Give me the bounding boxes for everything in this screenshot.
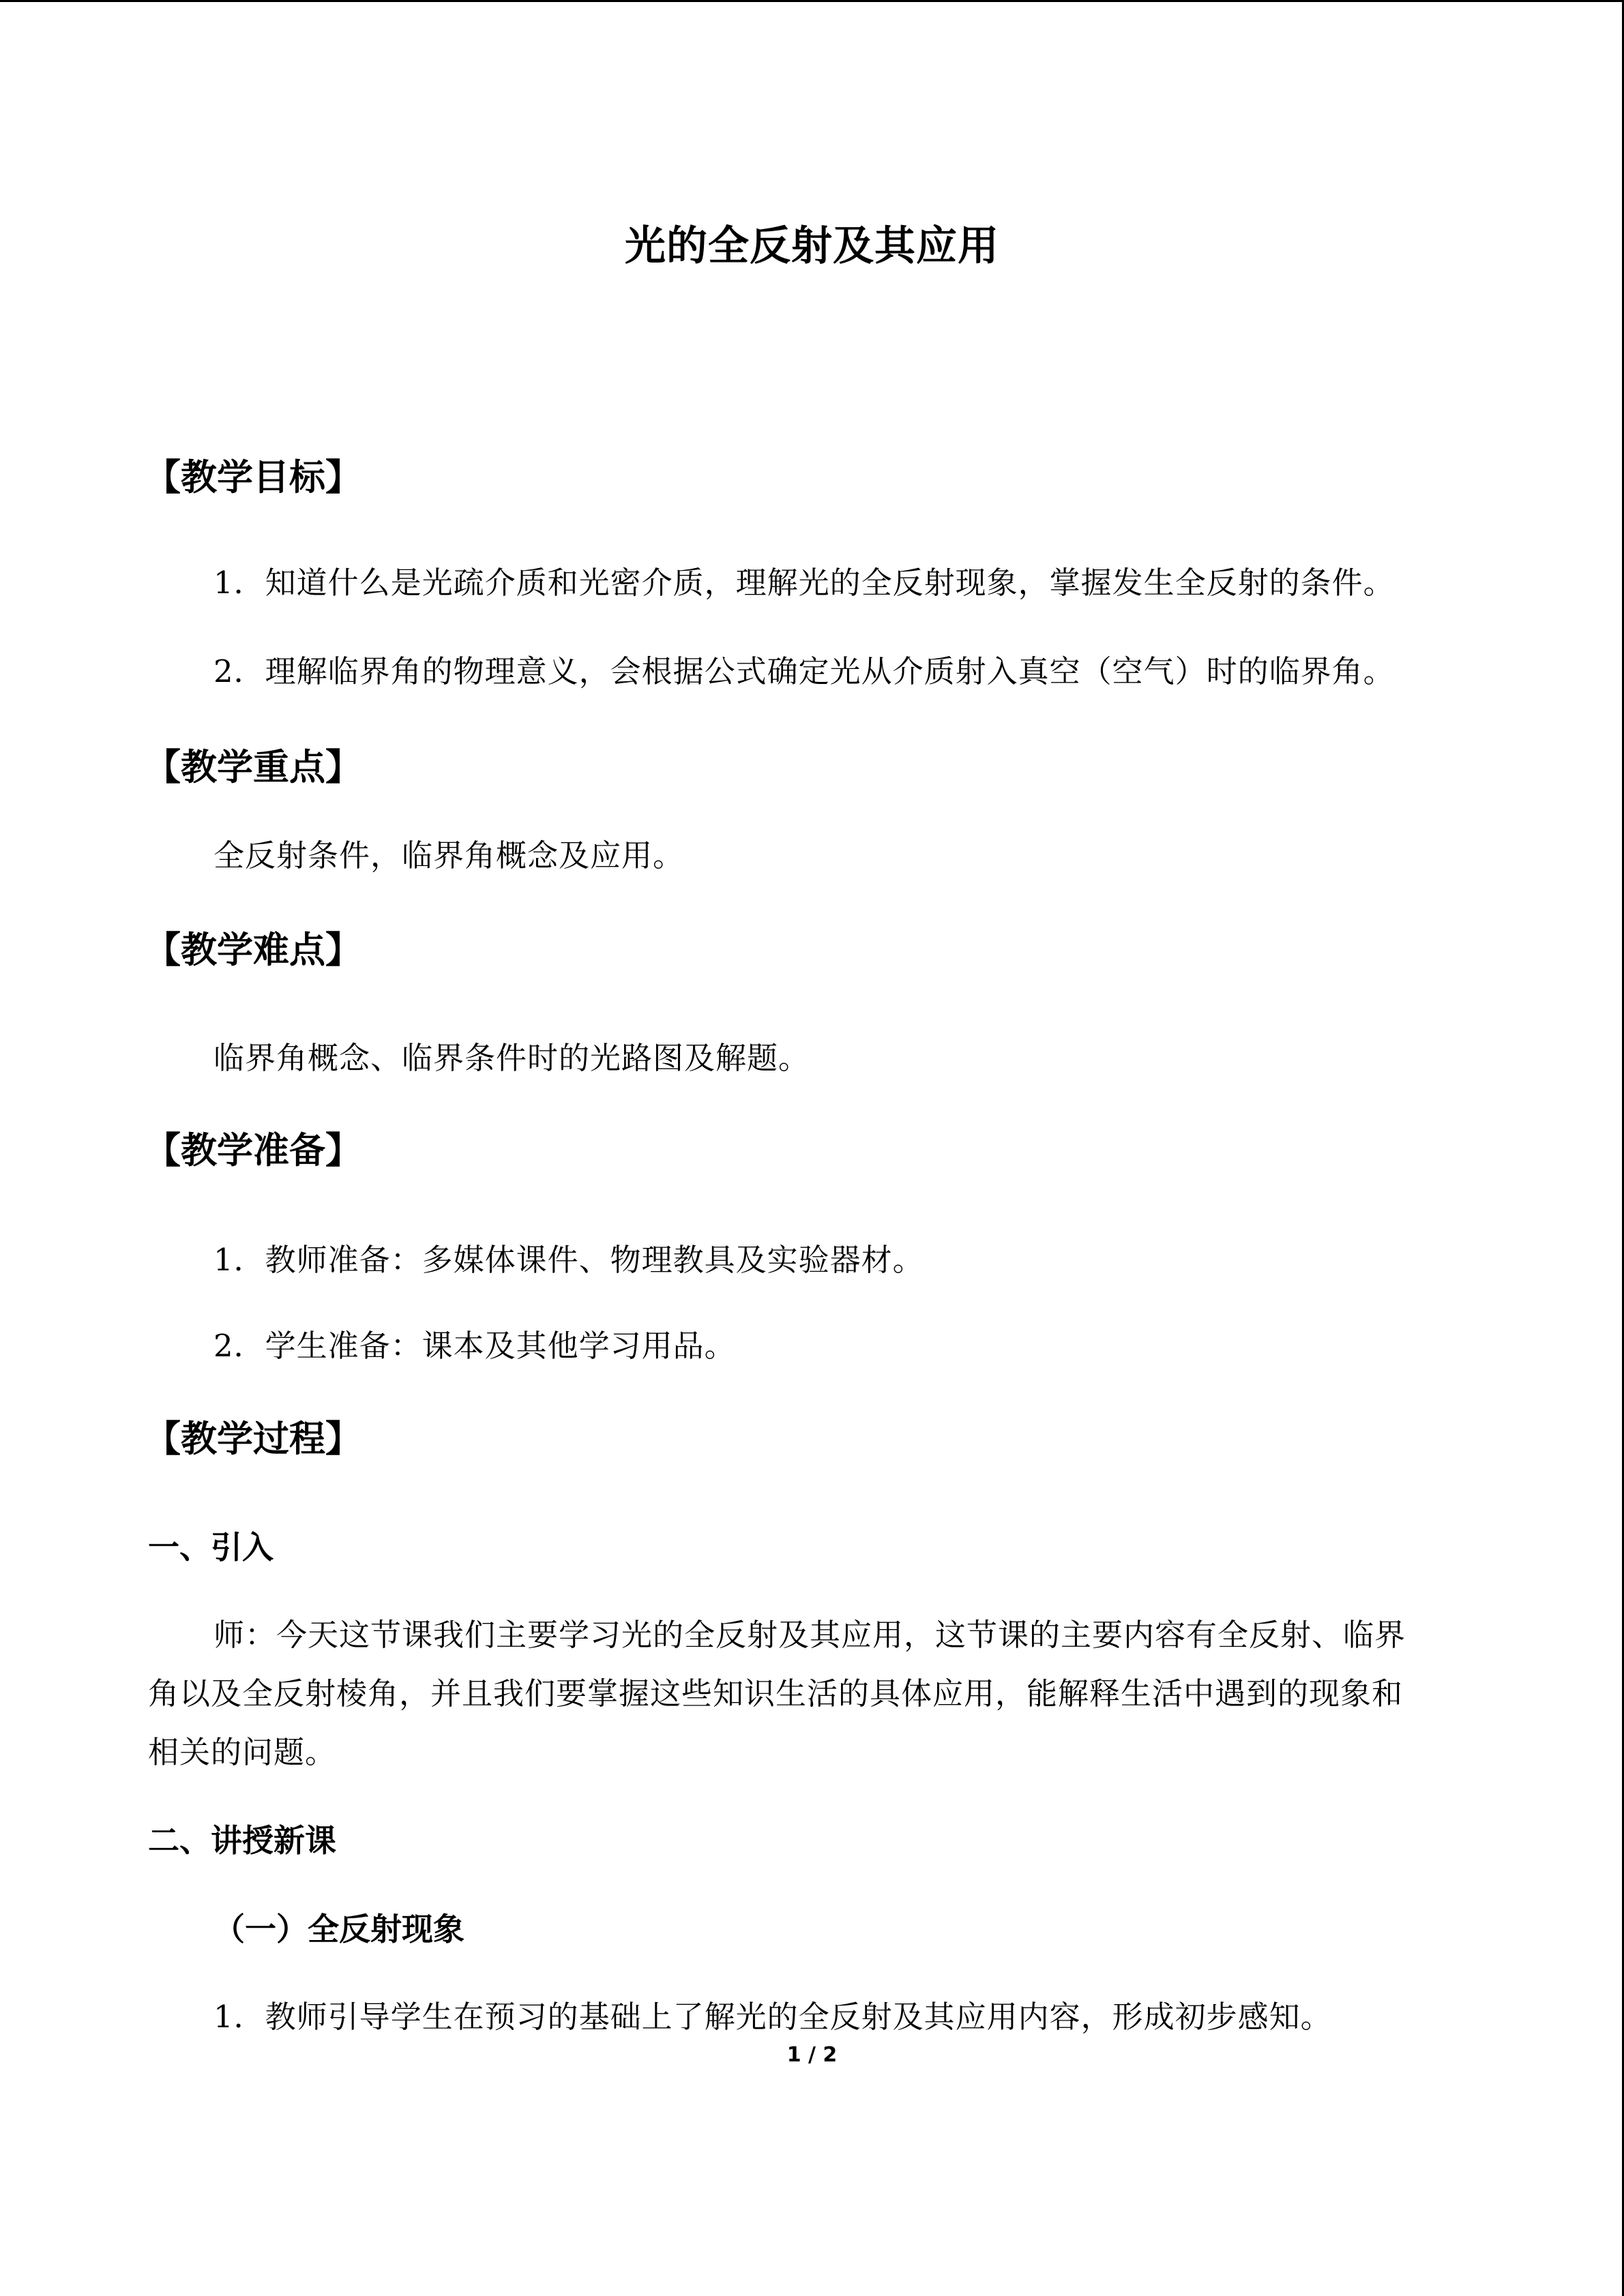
preparation-heading: 【教学准备】 [145,1129,361,1172]
page-number: 1 / 2 [786,2043,838,2067]
objective-item: 2．理解临界角的物理意义，会根据公式确定光从介质射入真空（空气）时的临界角。 [213,653,1395,689]
difficulties-text: 临界角概念、临界条件时的光路图及解题。 [213,1040,810,1076]
total-reflection-subheading: （一）全反射现象 [213,1911,464,1948]
preparation-item: 1．教师准备：多媒体课件、物理教具及实验器材。 [213,1242,924,1278]
preparation-item: 2．学生准备：课本及其他学习用品。 [213,1328,736,1364]
key-points-text: 全反射条件，临界角概念及应用。 [213,837,685,874]
document-title: 光的全反射及其应用 [625,222,999,270]
intro-line: 角以及全反射棱角，并且我们要掌握这些知识生活的具体应用，能解释生活中遇到的现象和 [148,1675,1404,1712]
objectives-heading: 【教学目标】 [145,456,361,498]
intro-line: 师：今天这节课我们主要学习光的全反射及其应用，这节课的主要内容有全反射、临界 [213,1617,1406,1653]
objective-item: 1．知道什么是光疏介质和光密介质，理解光的全反射现象，掌握发生全反射的条件。 [213,565,1395,601]
lesson-item: 1．教师引导学生在预习的基础上了解光的全反射及其应用内容，形成初步感知。 [213,1999,1332,2035]
intro-heading: 一、引入 [148,1529,274,1566]
key-points-heading: 【教学重点】 [145,746,361,788]
new-lesson-heading: 二、讲授新课 [148,1822,336,1859]
difficulties-heading: 【教学难点】 [145,929,361,971]
intro-line: 相关的问题。 [148,1734,337,1770]
process-heading: 【教学过程】 [145,1418,361,1460]
